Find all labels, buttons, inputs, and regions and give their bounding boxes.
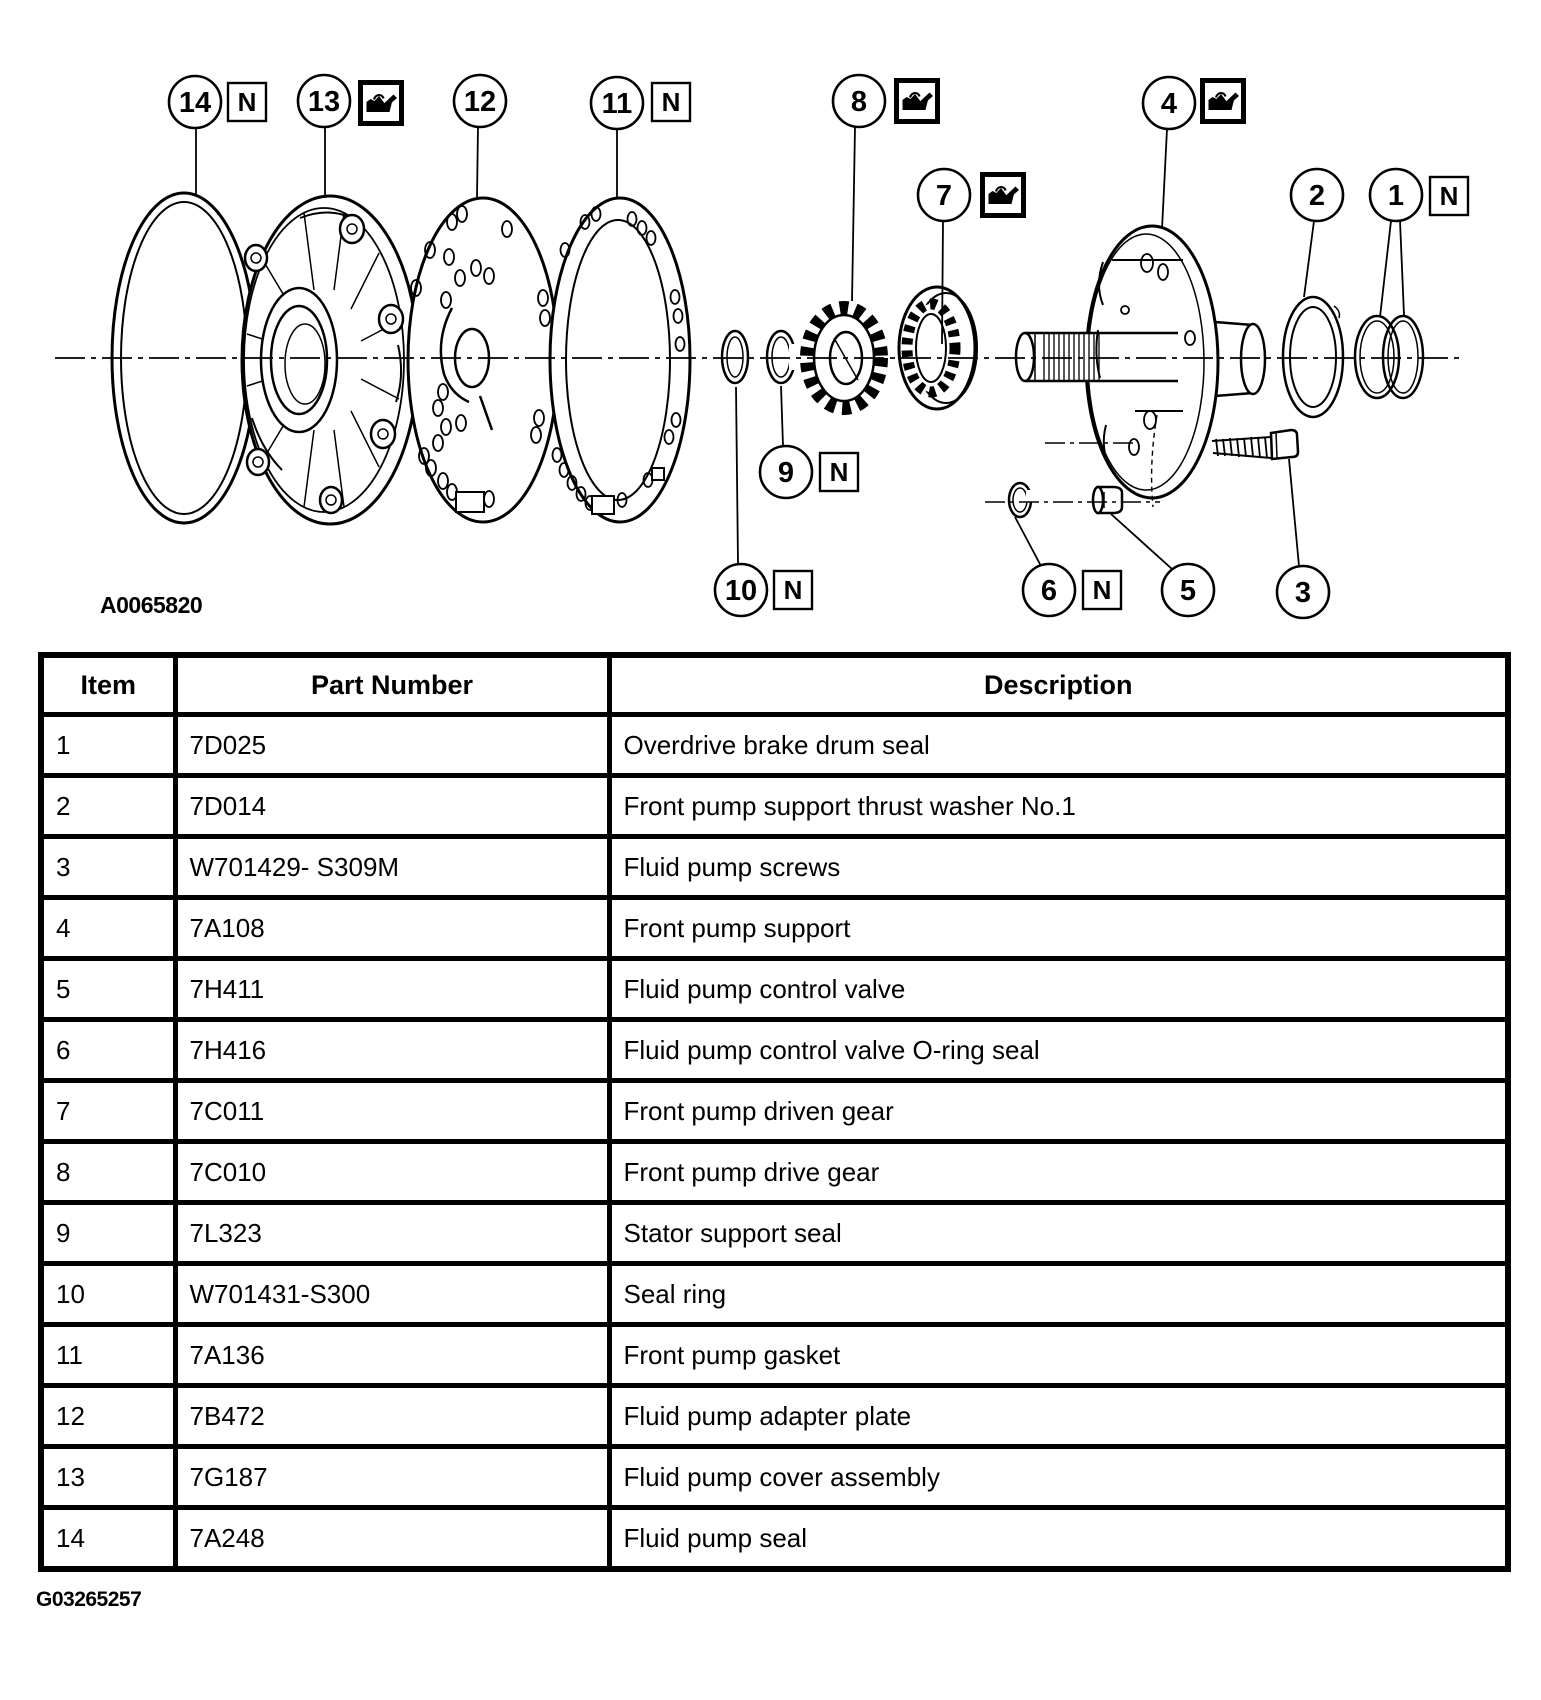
callout-number: 6: [1040, 575, 1058, 607]
part-number-cell: W701429- S309M: [175, 837, 609, 898]
description-cell: Fluid pump adapter plate: [609, 1386, 1508, 1447]
description-cell: Overdrive brake drum seal: [609, 715, 1508, 776]
part-fluid-pump-screw: [1212, 430, 1298, 459]
table-row: [41, 776, 1508, 837]
item-cell: 10: [41, 1264, 175, 1325]
part-stator-support-seal: [767, 331, 803, 383]
part-front-pump-driven-gear: [899, 287, 977, 409]
leader-line: [1304, 221, 1314, 297]
table-row: [41, 898, 1508, 959]
part-number-cell: 7A136: [175, 1325, 609, 1386]
description-cell: Stator support seal: [609, 1203, 1508, 1264]
table-row: [41, 1508, 1508, 1570]
item-cell: 9: [41, 1203, 175, 1264]
callout-14: [169, 76, 266, 196]
description-cell: Front pump support thrust washer No.1: [609, 776, 1508, 837]
part-number-cell: 7B472: [175, 1386, 609, 1447]
part-front-pump-support: [1016, 226, 1265, 507]
leader-line: [1289, 459, 1299, 566]
leader-line: [1380, 221, 1391, 317]
part-number-cell: 7D014: [175, 776, 609, 837]
header-description: Description: [609, 655, 1508, 715]
description-cell: Front pump drive gear: [609, 1142, 1508, 1203]
part-front-pump-gasket: [550, 198, 690, 522]
leader-line: [781, 386, 783, 446]
table-header-row: [41, 655, 1508, 715]
table-row: [41, 837, 1508, 898]
callout-12: [454, 75, 506, 197]
table-row: [41, 1142, 1508, 1203]
callout-number: 4: [1160, 88, 1178, 120]
callout-number: 14: [178, 87, 212, 119]
callout-number: 7: [935, 180, 953, 212]
callout-number: 3: [1294, 577, 1312, 609]
callout-number: 10: [724, 575, 758, 607]
figure-code-label: G03265257: [36, 1588, 142, 1611]
item-cell: 3: [41, 837, 175, 898]
parts-table: [38, 652, 1511, 1572]
description-cell: Seal ring: [609, 1264, 1508, 1325]
note-symbol-letter: N: [1439, 181, 1459, 211]
description-cell: Fluid pump control valve: [609, 959, 1508, 1020]
item-cell: 14: [41, 1508, 175, 1570]
callout-number: 9: [777, 457, 795, 489]
leader-line: [852, 127, 855, 301]
header-part-number: Part Number: [175, 655, 609, 715]
item-cell: 7: [41, 1081, 175, 1142]
part-number-cell: W701431-S300: [175, 1264, 609, 1325]
description-cell: Front pump driven gear: [609, 1081, 1508, 1142]
table-row: [41, 959, 1508, 1020]
item-cell: 4: [41, 898, 175, 959]
callout-number: 12: [463, 86, 497, 118]
note-symbol-letter: N: [783, 575, 803, 605]
part-fluid-pump-cover-assembly: [242, 196, 418, 524]
leader-line: [1400, 221, 1404, 315]
part-fluid-pump-control-valve: [1093, 487, 1122, 513]
item-cell: 2: [41, 776, 175, 837]
table-row: [41, 1203, 1508, 1264]
note-symbol-letter: N: [829, 457, 849, 487]
diagram-code-label: A0065820: [100, 592, 203, 618]
exploded-parts-diagram: [0, 0, 1541, 645]
table-row: [41, 1447, 1508, 1508]
table-row: [41, 1020, 1508, 1081]
description-cell: Fluid pump seal: [609, 1508, 1508, 1570]
part-number-cell: 7C010: [175, 1142, 609, 1203]
part-number-cell: 7D025: [175, 715, 609, 776]
leader-line: [1111, 514, 1172, 569]
description-cell: Fluid pump control valve O-ring seal: [609, 1020, 1508, 1081]
part-fluid-pump-adapter-plate: [408, 198, 558, 522]
item-cell: 6: [41, 1020, 175, 1081]
callout-number: 5: [1179, 575, 1197, 607]
part-number-cell: 7L323: [175, 1203, 609, 1264]
leader-line: [1162, 129, 1167, 229]
callout-2: [1291, 169, 1343, 297]
leader-line: [1015, 517, 1041, 566]
item-cell: 11: [41, 1325, 175, 1386]
part-number-cell: 7G187: [175, 1447, 609, 1508]
callout-3: [1277, 459, 1329, 618]
callout-1: [1370, 169, 1468, 317]
table-row: [41, 715, 1508, 776]
item-cell: 13: [41, 1447, 175, 1508]
header-item: Item: [41, 655, 175, 715]
part-seal-ring: [722, 331, 748, 383]
item-cell: 5: [41, 959, 175, 1020]
callout-number: 11: [601, 88, 633, 120]
part-number-cell: 7A108: [175, 898, 609, 959]
note-symbol-letter: N: [237, 87, 257, 117]
callout-6: [1015, 517, 1121, 616]
callout-11: [591, 77, 690, 198]
callout-number: 2: [1308, 180, 1326, 212]
table-row: [41, 1264, 1508, 1325]
leader-line: [736, 387, 738, 564]
callout-number: 13: [307, 86, 341, 118]
item-cell: 12: [41, 1386, 175, 1447]
table-row: [41, 1081, 1508, 1142]
leader-line: [942, 221, 943, 344]
note-symbol-letter: N: [661, 87, 681, 117]
part-number-cell: 7H411: [175, 959, 609, 1020]
leader-line: [477, 127, 478, 197]
callout-10: [715, 387, 812, 616]
part-number-cell: 7C011: [175, 1081, 609, 1142]
part-number-cell: 7H416: [175, 1020, 609, 1081]
table-row: [41, 1386, 1508, 1447]
item-cell: 8: [41, 1142, 175, 1203]
description-cell: Front pump gasket: [609, 1325, 1508, 1386]
callout-13: [298, 75, 402, 198]
part-overdrive-brake-drum-seal: [1355, 316, 1423, 398]
callout-number: 1: [1387, 180, 1405, 212]
part-control-valve-o-ring: [1009, 483, 1036, 517]
table-row: [41, 1325, 1508, 1386]
note-symbol-letter: N: [1092, 575, 1112, 605]
part-thrust-washer: [1283, 297, 1343, 417]
part-number-cell: 7A248: [175, 1508, 609, 1570]
callout-number: 8: [850, 86, 868, 118]
description-cell: Front pump support: [609, 898, 1508, 959]
callout-5: [1111, 514, 1214, 616]
description-cell: Fluid pump cover assembly: [609, 1447, 1508, 1508]
description-cell: Fluid pump screws: [609, 837, 1508, 898]
item-cell: 1: [41, 715, 175, 776]
callout-4: [1143, 77, 1244, 229]
